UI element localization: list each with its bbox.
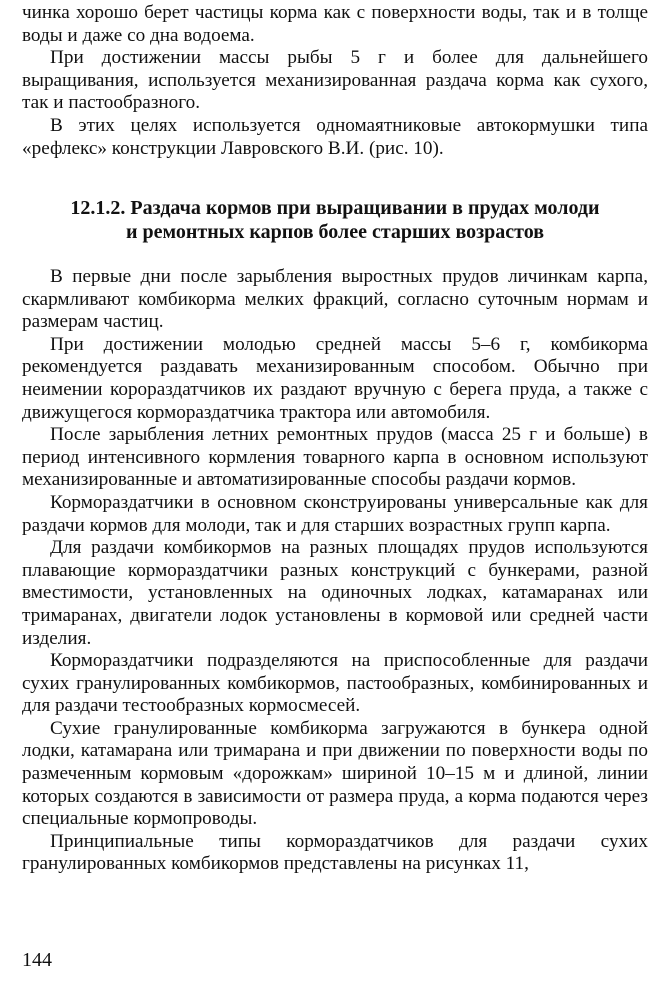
intro-text-block	[22, 2, 648, 160]
paragraph: Кормораздатчики подразделяются на приспособленные для раздачи сухих гранулированных комбикормов, пастообразных, комбинированных и для раздачи тестообразных кормосмесей.	[22, 650, 648, 717]
paragraph: Кормораздатчики в основном сконструированы универсальные как для раздачи кормов для молоди, так и для старших возрастных групп карпа.	[22, 491, 648, 536]
paragraph: В этих целях используется одномаятниковые автокормушки типа «рефлекс» конструкции Лавровского В.И. (рис. 10).	[22, 114, 648, 159]
page-number: 144	[22, 949, 52, 971]
paragraph: Принципиальные типы кормораздатчиков для раздачи сухих гранулированных комбикормов представлены на рисунках 11,	[22, 830, 648, 875]
paragraph: Сухие гранулированные комбикорма загружаются в бункера одной лодки, катамарана или тримарана и при движении по поверхности воды по размеченным кормовым «дорожкам» шириной 10–15 м и длиной, линии которых создаются в зависимости от размера пруда, а корма подаются через специальные кормопроводы.	[22, 717, 648, 830]
section-heading-line-1: 12.1.2. Раздача кормов при выращивании в прудах молоди	[70, 197, 600, 219]
paragraph: В первые дни после зарыбления выростных прудов личинкам карпа, скармливают комбикорма мелких фракций, согласно суточным нормам и размерам частиц.	[22, 266, 648, 333]
section-heading	[30, 196, 640, 244]
paragraph: Для раздачи комбикормов на разных площадях прудов используются плавающие кормораздатчики разных конструкций с бункерами, разной вместимости, установленных на одиночных лодках, катамаранах или тримаранах, двигатели лодок установлены в кормовой или средней части изделия.	[22, 537, 648, 649]
paragraph: чинка хорошо берет частицы корма как с поверхности воды, так и в толще воды и даже со дна водоема.	[22, 2, 648, 46]
section-heading-line-2: и ремонтных карпов более старших возрастов	[125, 221, 545, 243]
paragraph: При достижении массы рыбы 5 г и более для дальнейшего выращивания, используется механизированная раздача корма как сухого, так и пастообразного.	[22, 47, 648, 114]
section-body-text	[22, 266, 648, 876]
paragraph: При достижении молодью средней массы 5–6 г, комбикорма рекомендуется раздавать механизированным способом. Обычно при неимении корораздатчиков их раздают вручную с берега пруда, а также с движущегося кормораздатчика трактора или автомобиля.	[22, 333, 648, 423]
paragraph: После зарыбления летних ремонтных прудов (масса 25 г и больше) в период интенсивного кормления товарного карпа в основном используют механизированные и автоматизированные способы раздачи кормов.	[22, 424, 648, 491]
